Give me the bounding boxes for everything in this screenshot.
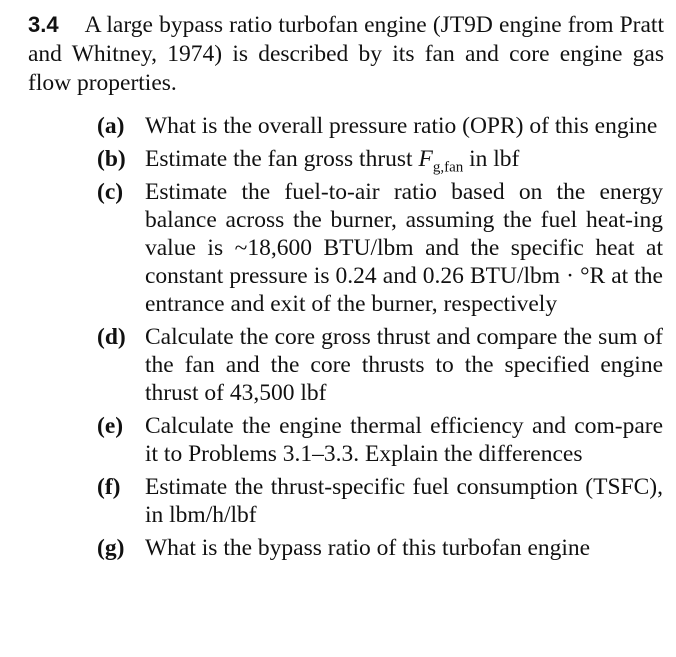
part-text-after: in lbf	[469, 146, 520, 172]
part-label: (a)	[97, 113, 125, 139]
problem-statement	[28, 10, 664, 98]
part-g	[97, 534, 663, 562]
part-label: (f)	[97, 474, 121, 500]
part-c	[97, 178, 663, 318]
part-b	[97, 145, 663, 176]
fan-thrust-subscript: g,fan	[432, 159, 464, 176]
problem-text: A large bypass ratio turbofan engine (JT9D engine from Pratt and Whitney, 1974) is described by its fan and core engine gas flow properties.	[28, 12, 664, 96]
part-e	[97, 412, 663, 468]
part-label: (d)	[97, 324, 126, 350]
part-label: (g)	[97, 535, 125, 561]
part-text	[145, 145, 663, 176]
part-label: (c)	[97, 179, 124, 205]
part-label: (b)	[97, 146, 126, 172]
part-text: Calculate the core gross thrust and compare the sum of the fan and the core thrusts to the specified engine thrust of 43,500 lbf	[145, 324, 663, 406]
fan-thrust-symbol: F	[418, 146, 433, 172]
part-d	[97, 323, 663, 407]
part-text: Estimate the fuel-to-air ratio based on the energy balance across the burner, assuming the fuel heat-ing value is ~18,600 BTU/lbm and the specific heat at constant pressure is 0.24 and 0.26 BTU/lbm · °R at the entrance and exit of the burner, respectively	[145, 179, 663, 317]
part-label: (e)	[97, 413, 124, 439]
problem-parts-list	[97, 112, 663, 567]
part-text: Estimate the thrust-specific fuel consumption (TSFC), in lbm/h/lbf	[145, 474, 663, 528]
problem-number: 3.4	[28, 12, 59, 37]
part-text: What is the overall pressure ratio (OPR) of this engine	[145, 113, 658, 139]
part-text: What is the bypass ratio of this turbofan engine	[145, 535, 591, 561]
part-text: Calculate the engine thermal efficiency and com-pare it to Problems 3.1–3.3. Explain the differences	[145, 413, 663, 467]
part-a	[97, 112, 663, 140]
part-text-before: Estimate the fan gross thrust	[145, 146, 413, 172]
part-f	[97, 473, 663, 529]
